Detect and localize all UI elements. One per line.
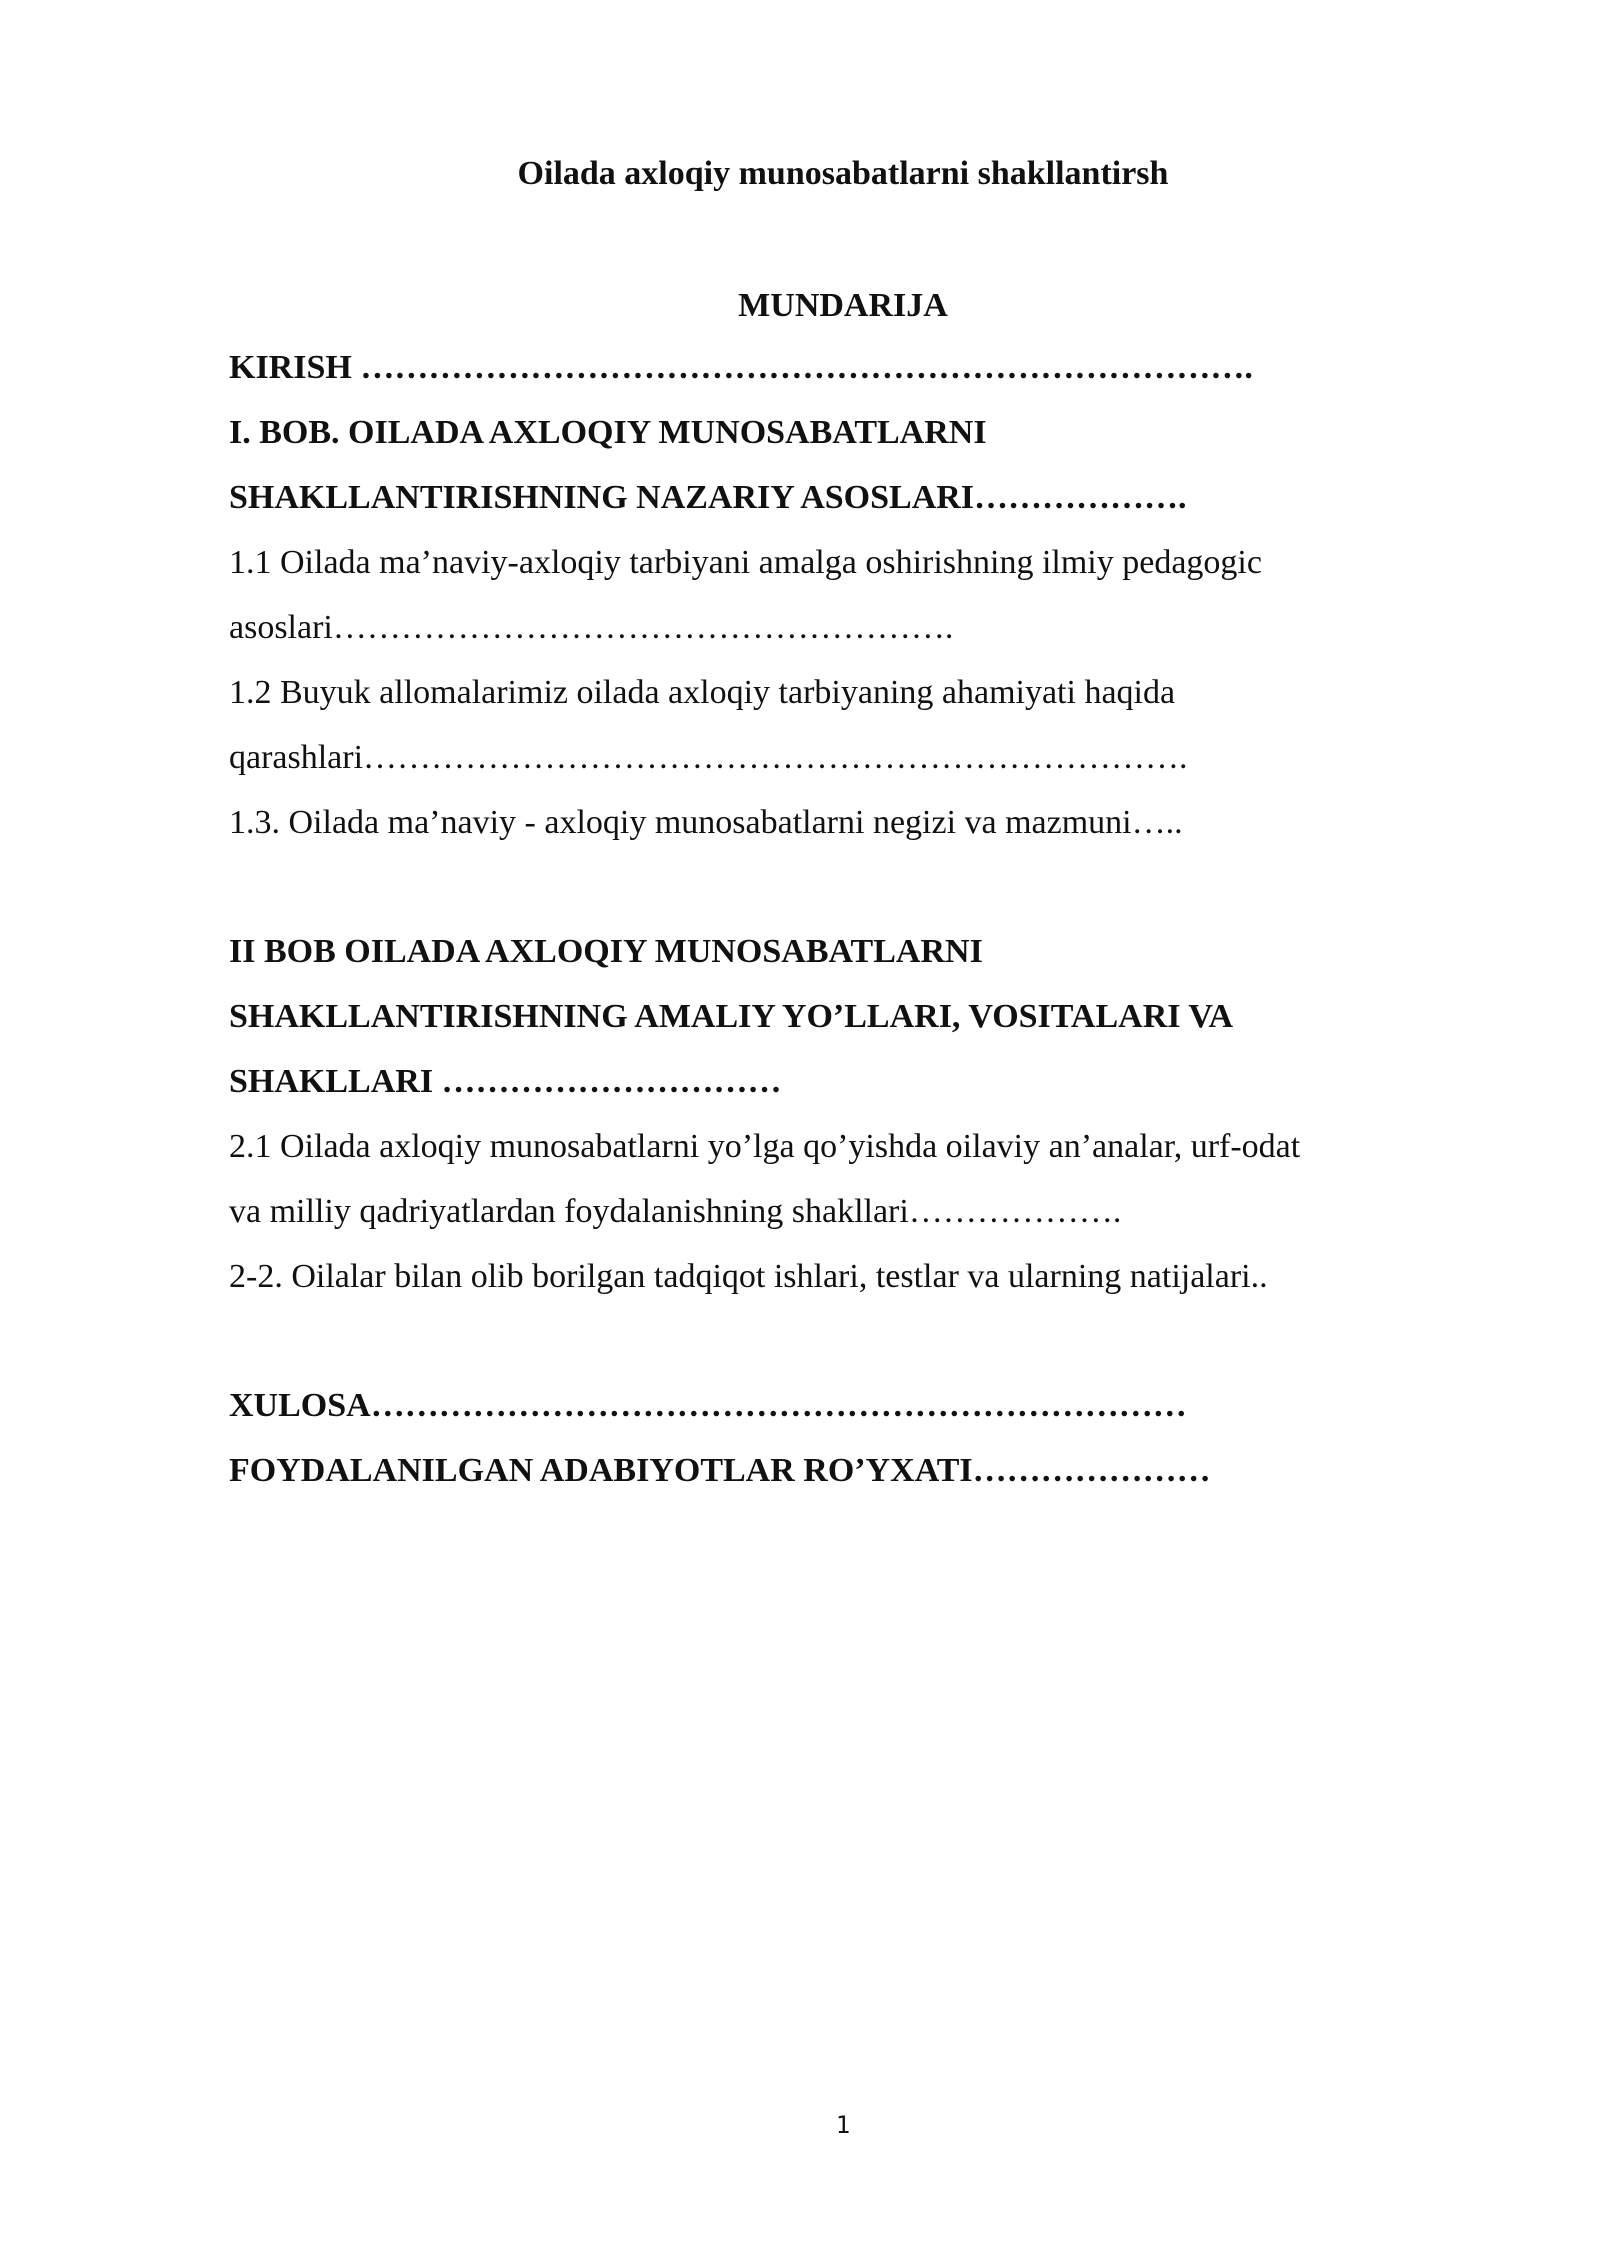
toc-entry-1-2-cont: qarashlari………………………………………………………………. <box>229 739 1188 776</box>
toc-entry-references: FOYDALANILGAN ADABIYOTLAR RO’YXATI………………… <box>229 1452 1211 1489</box>
toc-entry-chapter-1: I. BOB. OILADA AXLOQIY MUNOSABATLARNI <box>229 414 987 451</box>
toc-entry-1-3: 1.3. Oilada ma’naviy - axloqiy munosabatlarni negizi va mazmuni….. <box>229 804 1183 841</box>
page-number: 1 <box>835 2111 851 2139</box>
toc-entry-2-1: 2.1 Oilada axloqiy munosabatlarni yo’lga qo’yishda oilaviy an’analar, urf-odat <box>229 1128 1301 1165</box>
toc-heading: MUNDARIJA <box>738 287 948 324</box>
toc-entry-2-2: 2-2. Oilalar bilan olib borilgan tadqiqot ishlari, testlar va ularning natijalari.. <box>229 1258 1268 1295</box>
toc-entry-1-1: 1.1 Oilada ma’naviy-axloqiy tarbiyani amalga oshirishning ilmiy pedagogic <box>229 544 1262 581</box>
toc-entry-chapter-2-cont: SHAKLLANTIRISHNING AMALIY YO’LLARI, VOSITALARI VA <box>229 998 1234 1035</box>
document-title: Oilada axloqiy munosabatlarni shakllantirsh <box>517 155 1169 192</box>
toc-entry-kirish: KIRISH ……………………………………………………………………. <box>229 349 1253 386</box>
toc-entry-chapter-2: II BOB OILADA AXLOQIY MUNOSABATLARNI <box>229 933 983 970</box>
toc-entry-1-1-cont: asoslari………………………………………………. <box>229 609 954 646</box>
toc-entry-chapter-1-cont: SHAKLLANTIRISHNING NAZARIY ASOSLARI………………. <box>229 479 1187 516</box>
toc-entry-chapter-2-cont2: SHAKLLARI ………………………… <box>229 1063 782 1100</box>
toc-entry-xulosa: XULOSA……………………………………………………………… <box>229 1387 1187 1424</box>
toc-entry-2-1-cont: va milliy qadriyatlardan foydalanishning shakllari………………. <box>229 1193 1122 1230</box>
toc-entry-1-2: 1.2 Buyuk allomalarimiz oilada axloqiy tarbiyaning ahamiyati haqida <box>229 674 1176 711</box>
